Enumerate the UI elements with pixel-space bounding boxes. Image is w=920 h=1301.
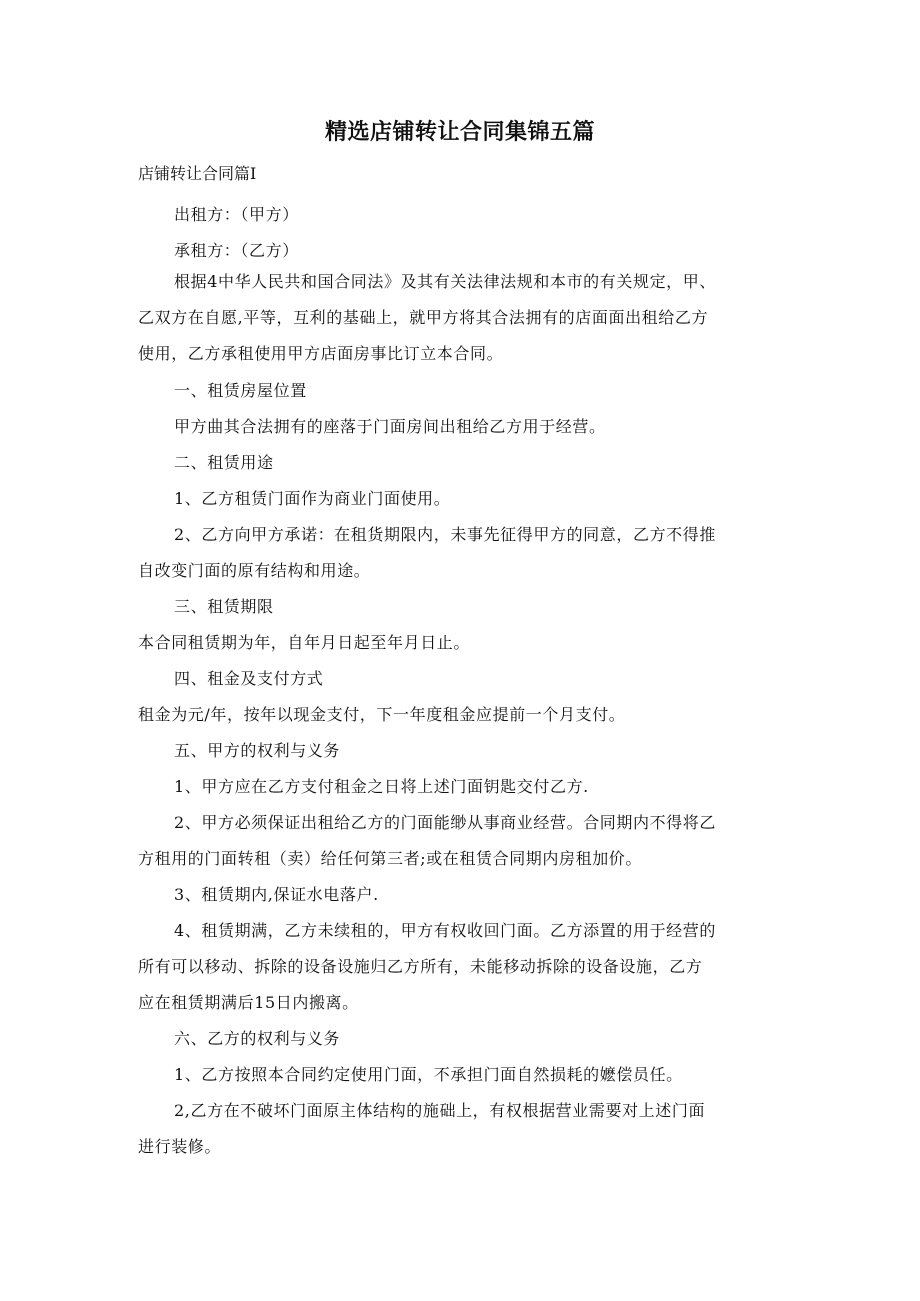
section-heading-rent: 四、租金及支付方式 bbox=[174, 669, 324, 688]
paragraph-lessee-duty-2: 2,乙方在不破坏门面原主体结构的施础上，有权根据营业需要对上述门面 进行装修。 bbox=[138, 1101, 706, 1156]
section-subheading: 店铺转让合同篇I bbox=[138, 164, 257, 183]
paragraph-lessor-duty-1: 1、甲方应在乙方支付租金之日将上述门面钥匙交付乙方. bbox=[174, 777, 589, 796]
paragraph-lessor-duty-2: 2、甲方必须保证出租给乙方的门面能缈从事商业经营。合同期内不得将乙 方租用的门面转租（卖）给任何第三者;或在租赁合同期内房租加价。 bbox=[138, 813, 716, 868]
section-heading-term: 三、租赁期限 bbox=[174, 597, 274, 616]
paragraph-lessee-duty-1: 1、乙方按照本合同约定使用门面，不承担门面自然损耗的嬷偿员任。 bbox=[174, 1065, 683, 1084]
section-heading-usage: 二、租赁用途 bbox=[174, 453, 274, 472]
section-heading-lessee-duties: 六、乙方的权利与义务 bbox=[174, 1029, 341, 1048]
paragraph-lessor: 出租方：（甲方） bbox=[174, 205, 299, 224]
paragraph-lessor-duty-4: 4、租赁期满，乙方未续租的，甲方有权收回门面。乙方添置的用于经营的 所有可以移动、拆除的设备设施归乙方所有，未能移动拆除的设备设施，乙方 应在租赁期满后15日内搬离。 bbox=[138, 921, 716, 1012]
paragraph-rent: 租金为元/年，按年以现金支付，下一年度租金应提前一个月支付。 bbox=[138, 705, 626, 724]
paragraph-lessor-duty-3: 3、租赁期内,保证水电落户. bbox=[174, 885, 379, 904]
paragraph-usage-1: 1、乙方租赁门面作为商业门面使用。 bbox=[174, 489, 451, 508]
document-title: 精选店铺转让合同集锦五篇 bbox=[324, 120, 595, 145]
paragraph-lessee: 承租方：（乙方） bbox=[174, 241, 299, 260]
paragraph-term: 本合同租赁期为年，自年月日起至年月日止。 bbox=[138, 633, 471, 652]
section-heading-location: 一、租赁房屋位置 bbox=[174, 381, 307, 400]
paragraph-location: 甲方曲其合法拥有的座落于门面房间出租给乙方用于经营。 bbox=[174, 417, 606, 436]
paragraph-usage-2: 2、乙方向甲方承诺：在租货期限内，未事先征得甲方的同意，乙方不得推 自改变门面的原有结构和用途。 bbox=[138, 525, 716, 580]
paragraph-preamble: 根据4中华人民共和国合同法》及其有关法律法规和本市的有关规定，甲、 乙双方在自愿,平等，互利的基础上，就甲方将其合法拥有的店面面出租给乙方 使用，乙方承租使用甲方店面房事比订立本合同。 bbox=[138, 272, 716, 363]
section-heading-lessor-duties: 五、甲方的权利与义务 bbox=[174, 741, 341, 760]
